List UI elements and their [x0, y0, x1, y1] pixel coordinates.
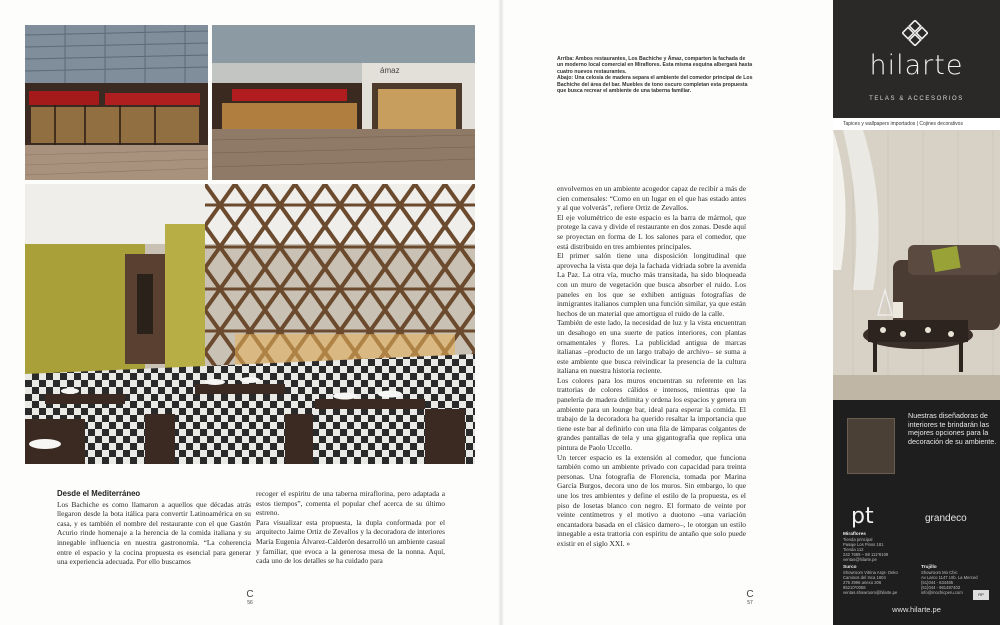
store-line: info@mochicperu.com — [921, 590, 963, 596]
page-number: 56 — [247, 600, 253, 606]
article-column-1 — [57, 489, 251, 567]
store-line: 242 7689 – 98 111*8109 — [843, 552, 889, 558]
store-line: ventas.showroom@hilarte.pe — [843, 590, 898, 596]
article-column-3 — [557, 184, 746, 549]
folio-right — [744, 590, 756, 606]
page-gutter — [498, 0, 504, 625]
photo-caption — [557, 56, 753, 94]
paragraph: El eje volumétrico de este espacio es la barra de mármol, que protege la cava y divide el restaurante en dos zonas. Desde aquí se proyectan en forma de L los salones para el comedor, que está distribuido en tres ambientes principales. — [557, 212, 746, 251]
store-title: Miraflores — [843, 532, 866, 537]
store-title: Trujillo — [921, 565, 937, 570]
paragraph: Los Bachiche es como llamaron a aquellos que décadas atrás llegaron desde la bota itálica para convertir Latinoamérica en su casa, y es también el nombre del restaurante con el que Gastón Acurio rinde homenaje a la herencia de la comida italiana y su innegable influencia en nuestra gastronomía. “La coherencia entre el espacio y la cocina propuesta es esencial para generar una experiencia adecuada. Por ello buscamos — [57, 499, 251, 567]
amaz-sign: ámaz — [380, 66, 400, 75]
grandeco-logo: grandeco — [925, 513, 967, 524]
photo-interior — [25, 184, 475, 464]
paragraph: envolvernos en un ambiente acogedor capaz de recibir a más de cien comensales: “Como en un lugar en el que has estado antes y al que volverás”, refiere Ortiz de Zevallos. — [557, 184, 746, 213]
paragraph: También de este lado, la necesidad de luz y la vista encuentran un desahogo en una suerte de patios interiores, con plantas ornamentales y flores. La publicidad antigua de marcas italianas –producto de un largo trabajo de archivo– se suma a este ambiente que busca reivindicar la presencia de la cultura italiana en nuestra historia reciente. — [557, 318, 746, 376]
store-line: Pasaje Los Pinos 181 — [843, 542, 884, 548]
store-line: (51)044 - 634485 — [921, 580, 954, 586]
store-line: (51)044 - 961487403 — [921, 585, 961, 591]
ad-product-strip: Tapices y wallpapers importados | Cojines decorativos — [833, 118, 1000, 130]
ad-badge: RP — [973, 590, 989, 600]
pt-logo: pt — [851, 504, 874, 529]
hilarte-logo: hilarte — [869, 50, 964, 81]
ad-website-link[interactable]: www.hilarte.pe — [892, 605, 941, 614]
folio-left — [244, 590, 256, 606]
store-title: Surco — [843, 565, 857, 570]
store-line: Tienda 112 — [843, 547, 864, 553]
section-heading: Desde el Mediterráneo — [57, 489, 141, 498]
paragraph: Un tercer espacio es la extensión al comedor, que funciona también como un ambiente privado con capacidad para treinta personas. Una fotografía de Florencia, tomada por Marina García Burgos, decora uno de los muros. Sin embargo, lo que une los tres ambientes y define el estilo de la propuesta, es el piso de losetas blanco con negro. El formato de veinte por veinte centímetros y el motivo a duotono –una variación encantadora basada en el clásico damero–, le otorgan un estilo innegable a esta trattoria con espíritu de antaño que solo puede existir en el siglo XXI. » — [557, 452, 746, 548]
store-line: Tienda principal — [843, 537, 873, 543]
store-line: ventas@hilarte.pe — [843, 557, 877, 563]
hilarte-knot-icon — [902, 20, 928, 46]
article-column-2 — [256, 489, 445, 566]
magazine-logo: C — [246, 589, 254, 600]
ad-living-room-illustration — [833, 130, 1000, 415]
store-line: 95210*0058 — [843, 585, 866, 591]
store-line: Showroom Mo Chic — [921, 570, 958, 576]
paragraph: El primer salón tiene una disposición longitudinal que aprovecha la vista que deja la fachada vidriada sobre la avenida La Paz. La otra vía, mucho más transitada, ha sido bloqueada con un muro de vegetación que busca absorber el ruido. Los paneles en los que se exhiben antiguas fotografías de inmigrantes italianos cumplen una función similar, ya que están hechos de un material que amortigua el ruido de la calle. — [557, 251, 746, 318]
photo-facade-right — [212, 25, 475, 180]
paragraph: recoger el espíritu de una taberna miraflorina, pero adaptada a estos tiempos”, comenta el popular chef acerca de su último estreno. — [256, 489, 445, 518]
ad-tagline: Nuestras diseñadoras de interiores te brindarán las mejores opciones para la decoración de su ambiente. — [908, 411, 997, 446]
paragraph: Los colores para los muros encuentran su referente en las trattorias de colores cálidos e intensos, mientras que la panelería de madera delimita y ordena los espacios y genera un ambiente para un lounge bar, ideal para esperar la comida. El trabajo de la decoradora ha querido resaltar la importancia que tiene este bar al definirlo con una fila de lámparas colgantes de grandes pantallas de tela y una gigantografía que replica una pintura de Paolo Uccello. — [557, 375, 746, 453]
store-line: Av Larco 1147 Urb. La Merced — [921, 575, 978, 581]
caption-top: Arriba: Ambos restaurantes, Los Bachiche y Ámaz, comparten la fachada de un moderno local comercial en Miraflores. Esta misma esquina albergará hasta cuatro nuevos restaurantes. — [557, 56, 753, 75]
magazine-logo: C — [746, 589, 754, 600]
hilarte-advertisement — [833, 0, 1000, 625]
photo-facade-left — [25, 25, 208, 180]
ad-subtitle: TELAS & ACCESORIOS — [869, 96, 964, 102]
store-surco — [843, 565, 913, 596]
store-line: Showroom Vitrina Arqs- Deko — [843, 570, 898, 576]
fabric-swatch — [847, 418, 895, 474]
caption-bottom: Abajo: Una celosía de madera separa el ambiente del comedor principal de Los Bachiche del área del bar. Muebles de tono oscuro completan esta propuesta que busca recrear el ambiente de una taberna familiar. — [557, 75, 753, 95]
paragraph: Para visualizar esta propuesta, la dupla conformada por el arquitecto Jaime Ortiz de Zevallos y la decoradora de interiores María Eugenia Álvarez-Calderón desarrolló un ambiente casual y familiar, que evoca a la generosa mesa de la nonna. Aquí, cada uno de los detalles se ha cuidado para — [256, 517, 445, 566]
store-line: 275 3996 anexo 206 — [843, 580, 882, 586]
page-number: 57 — [747, 600, 753, 606]
store-line: Caminos del Inca 1604 — [843, 575, 886, 581]
store-miraflores — [843, 532, 923, 563]
